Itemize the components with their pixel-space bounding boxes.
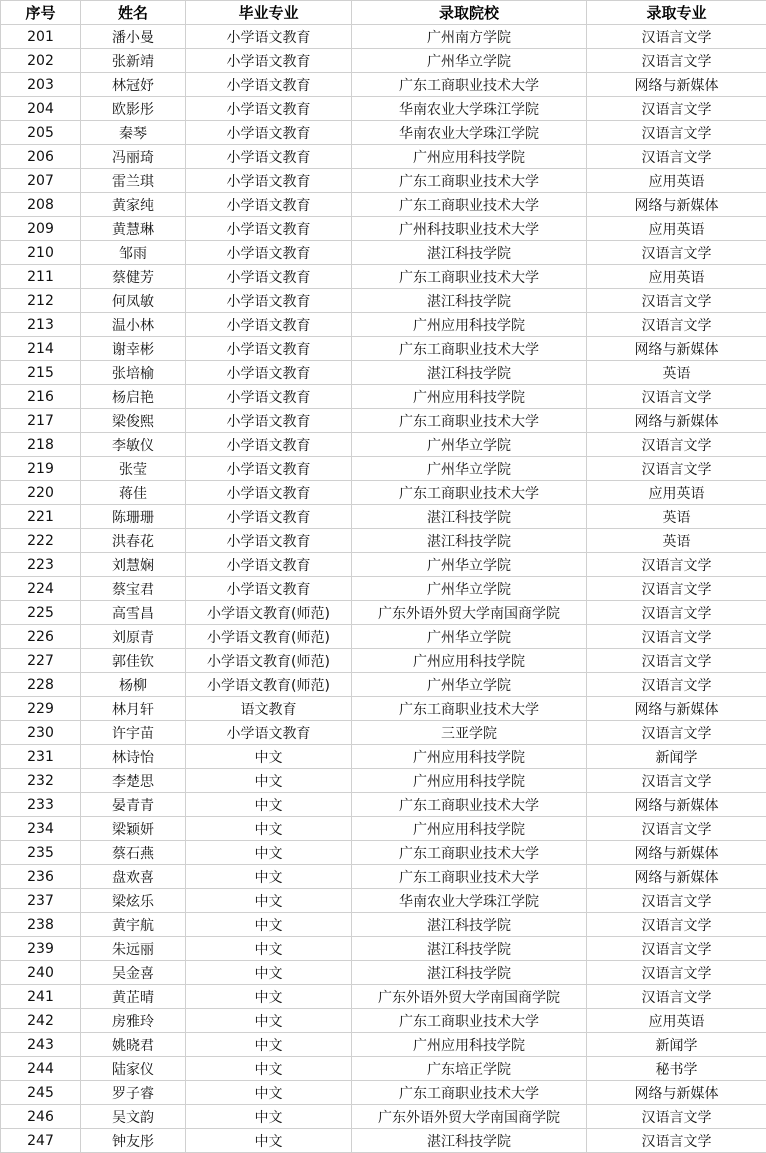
cell-serial-number: 229: [1, 697, 81, 721]
table-row: [1, 745, 766, 769]
cell-serial-number: 206: [1, 145, 81, 169]
cell-admitted-major: 汉语言文学: [587, 385, 766, 409]
cell-name: 李敏仪: [81, 433, 186, 457]
cell-name: 吴金喜: [81, 961, 186, 985]
cell-serial-number: 230: [1, 721, 81, 745]
cell-name: 温小林: [81, 313, 186, 337]
cell-name: 刘慧娴: [81, 553, 186, 577]
cell-admitted-school: 广州应用科技学院: [352, 769, 587, 793]
table-row: [1, 961, 766, 985]
cell-admitted-school: 广州科技职业技术大学: [352, 217, 587, 241]
cell-admitted-school: 广州华立学院: [352, 433, 587, 457]
cell-admitted-school: 广东培正学院: [352, 1057, 587, 1081]
cell-serial-number: 211: [1, 265, 81, 289]
cell-admitted-major: 汉语言文学: [587, 433, 766, 457]
cell-admitted-school: 广东外语外贸大学南国商学院: [352, 985, 587, 1009]
table-row: [1, 49, 766, 73]
table-row: [1, 241, 766, 265]
cell-serial-number: 224: [1, 577, 81, 601]
cell-graduation-major: 中文: [186, 937, 352, 961]
cell-graduation-major: 小学语文教育: [186, 481, 352, 505]
cell-admitted-major: 汉语言文学: [587, 889, 766, 913]
cell-serial-number: 237: [1, 889, 81, 913]
cell-admitted-school: 广东工商职业技术大学: [352, 409, 587, 433]
cell-admitted-major: 网络与新媒体: [587, 841, 766, 865]
cell-admitted-major: 英语: [587, 529, 766, 553]
cell-graduation-major: 小学语文教育: [186, 721, 352, 745]
cell-name: 高雪昌: [81, 601, 186, 625]
cell-name: 杨柳: [81, 673, 186, 697]
cell-name: 吴文韵: [81, 1105, 186, 1129]
cell-admitted-school: 湛江科技学院: [352, 1129, 587, 1153]
cell-name: 罗子睿: [81, 1081, 186, 1105]
cell-admitted-school: 广东工商职业技术大学: [352, 337, 587, 361]
cell-admitted-major: 网络与新媒体: [587, 865, 766, 889]
cell-admitted-school: 广东工商职业技术大学: [352, 265, 587, 289]
cell-admitted-major: 汉语言文学: [587, 913, 766, 937]
cell-admitted-school: 广州应用科技学院: [352, 1033, 587, 1057]
cell-graduation-major: 小学语文教育: [186, 49, 352, 73]
cell-admitted-school: 华南农业大学珠江学院: [352, 121, 587, 145]
cell-serial-number: 204: [1, 97, 81, 121]
cell-serial-number: 209: [1, 217, 81, 241]
cell-name: 何凤敏: [81, 289, 186, 313]
cell-admitted-school: 湛江科技学院: [352, 913, 587, 937]
cell-serial-number: 246: [1, 1105, 81, 1129]
cell-admitted-school: 三亚学院: [352, 721, 587, 745]
cell-admitted-major: 应用英语: [587, 217, 766, 241]
cell-name: 蔡健芳: [81, 265, 186, 289]
cell-serial-number: 207: [1, 169, 81, 193]
cell-graduation-major: 小学语文教育: [186, 409, 352, 433]
cell-graduation-major: 语文教育: [186, 697, 352, 721]
cell-graduation-major: 小学语文教育: [186, 433, 352, 457]
cell-admitted-school: 广东工商职业技术大学: [352, 865, 587, 889]
cell-graduation-major: 小学语文教育: [186, 457, 352, 481]
table-row: [1, 217, 766, 241]
cell-name: 林冠妤: [81, 73, 186, 97]
table-row: [1, 313, 766, 337]
cell-admitted-major: 汉语言文学: [587, 25, 766, 49]
table-row: [1, 529, 766, 553]
cell-serial-number: 201: [1, 25, 81, 49]
table-row: [1, 337, 766, 361]
cell-name: 房雅玲: [81, 1009, 186, 1033]
cell-graduation-major: 小学语文教育: [186, 529, 352, 553]
cell-admitted-major: 汉语言文学: [587, 961, 766, 985]
cell-admitted-school: 华南农业大学珠江学院: [352, 889, 587, 913]
cell-admitted-school: 湛江科技学院: [352, 529, 587, 553]
cell-admitted-major: 应用英语: [587, 265, 766, 289]
cell-graduation-major: 小学语文教育: [186, 145, 352, 169]
cell-serial-number: 233: [1, 793, 81, 817]
cell-name: 盘欢喜: [81, 865, 186, 889]
cell-admitted-major: 汉语言文学: [587, 937, 766, 961]
cell-name: 钟友彤: [81, 1129, 186, 1153]
cell-serial-number: 236: [1, 865, 81, 889]
cell-admitted-school: 湛江科技学院: [352, 361, 587, 385]
cell-graduation-major: 中文: [186, 1105, 352, 1129]
cell-name: 林月轩: [81, 697, 186, 721]
cell-admitted-major: 新闻学: [587, 745, 766, 769]
table-row: [1, 937, 766, 961]
cell-admitted-major: 应用英语: [587, 169, 766, 193]
table-row: [1, 385, 766, 409]
table-row: [1, 769, 766, 793]
cell-graduation-major: 小学语文教育: [186, 217, 352, 241]
table-row: [1, 601, 766, 625]
cell-graduation-major: 中文: [186, 841, 352, 865]
cell-graduation-major: 中文: [186, 745, 352, 769]
cell-admitted-major: 汉语言文学: [587, 817, 766, 841]
cell-admitted-major: 网络与新媒体: [587, 337, 766, 361]
cell-admitted-major: 汉语言文学: [587, 1105, 766, 1129]
table-row: [1, 985, 766, 1009]
cell-admitted-school: 广州华立学院: [352, 553, 587, 577]
cell-name: 梁炫乐: [81, 889, 186, 913]
cell-admitted-school: 湛江科技学院: [352, 961, 587, 985]
header-admitted-school: 录取院校: [352, 1, 587, 25]
table-row: [1, 457, 766, 481]
table-row: [1, 889, 766, 913]
table-row: [1, 505, 766, 529]
cell-admitted-major: 网络与新媒体: [587, 793, 766, 817]
header-row: [1, 1, 766, 25]
cell-graduation-major: 小学语文教育(师范): [186, 673, 352, 697]
cell-name: 李楚思: [81, 769, 186, 793]
cell-name: 蔡宝君: [81, 577, 186, 601]
cell-serial-number: 232: [1, 769, 81, 793]
table-row: [1, 1057, 766, 1081]
table-row: [1, 1105, 766, 1129]
cell-graduation-major: 中文: [186, 1057, 352, 1081]
cell-graduation-major: 中文: [186, 817, 352, 841]
cell-serial-number: 228: [1, 673, 81, 697]
table-row: [1, 649, 766, 673]
cell-admitted-school: 广东工商职业技术大学: [352, 1009, 587, 1033]
cell-graduation-major: 小学语文教育: [186, 169, 352, 193]
cell-name: 洪春花: [81, 529, 186, 553]
cell-name: 雷兰琪: [81, 169, 186, 193]
cell-serial-number: 243: [1, 1033, 81, 1057]
cell-admitted-school: 广州华立学院: [352, 457, 587, 481]
cell-serial-number: 205: [1, 121, 81, 145]
cell-admitted-school: 广州华立学院: [352, 625, 587, 649]
cell-admitted-school: 广东工商职业技术大学: [352, 841, 587, 865]
cell-admitted-school: 华南农业大学珠江学院: [352, 97, 587, 121]
header-admitted-major: 录取专业: [587, 1, 766, 25]
cell-admitted-major: 应用英语: [587, 481, 766, 505]
cell-admitted-school: 广东工商职业技术大学: [352, 73, 587, 97]
cell-admitted-school: 广东外语外贸大学南国商学院: [352, 601, 587, 625]
cell-serial-number: 220: [1, 481, 81, 505]
cell-admitted-school: 广州应用科技学院: [352, 313, 587, 337]
cell-serial-number: 238: [1, 913, 81, 937]
table-row: [1, 97, 766, 121]
cell-name: 刘原青: [81, 625, 186, 649]
cell-graduation-major: 小学语文教育: [186, 73, 352, 97]
table-row: [1, 1081, 766, 1105]
header-name: 姓名: [81, 1, 186, 25]
cell-serial-number: 215: [1, 361, 81, 385]
table-row: [1, 289, 766, 313]
cell-admitted-school: 广州应用科技学院: [352, 385, 587, 409]
cell-admitted-major: 网络与新媒体: [587, 1081, 766, 1105]
table-row: [1, 817, 766, 841]
cell-graduation-major: 小学语文教育: [186, 25, 352, 49]
cell-graduation-major: 中文: [186, 1129, 352, 1153]
cell-name: 杨启艳: [81, 385, 186, 409]
cell-serial-number: 222: [1, 529, 81, 553]
cell-admitted-major: 英语: [587, 505, 766, 529]
cell-admitted-major: 汉语言文学: [587, 625, 766, 649]
cell-name: 张新靖: [81, 49, 186, 73]
cell-name: 梁颖妍: [81, 817, 186, 841]
cell-graduation-major: 小学语文教育: [186, 289, 352, 313]
table-row: [1, 73, 766, 97]
cell-admitted-major: 汉语言文学: [587, 145, 766, 169]
table-row: [1, 721, 766, 745]
cell-serial-number: 203: [1, 73, 81, 97]
table-row: [1, 913, 766, 937]
table-row: [1, 265, 766, 289]
table-header: [1, 1, 766, 25]
cell-admitted-school: 广州华立学院: [352, 49, 587, 73]
cell-graduation-major: 中文: [186, 769, 352, 793]
table-row: [1, 1129, 766, 1153]
cell-graduation-major: 中文: [186, 1081, 352, 1105]
table-row: [1, 865, 766, 889]
cell-name: 张莹: [81, 457, 186, 481]
cell-graduation-major: 小学语文教育: [186, 337, 352, 361]
cell-admitted-school: 广东工商职业技术大学: [352, 793, 587, 817]
cell-admitted-major: 网络与新媒体: [587, 409, 766, 433]
cell-name: 晏青青: [81, 793, 186, 817]
cell-graduation-major: 中文: [186, 889, 352, 913]
cell-admitted-major: 汉语言文学: [587, 553, 766, 577]
cell-admitted-major: 汉语言文学: [587, 241, 766, 265]
cell-admitted-major: 应用英语: [587, 1009, 766, 1033]
cell-graduation-major: 中文: [186, 793, 352, 817]
cell-admitted-major: 汉语言文学: [587, 457, 766, 481]
cell-admitted-major: 网络与新媒体: [587, 193, 766, 217]
cell-graduation-major: 小学语文教育: [186, 265, 352, 289]
cell-admitted-major: 汉语言文学: [587, 1129, 766, 1153]
cell-name: 黄家纯: [81, 193, 186, 217]
cell-admitted-major: 汉语言文学: [587, 673, 766, 697]
cell-serial-number: 202: [1, 49, 81, 73]
cell-admitted-school: 广东工商职业技术大学: [352, 481, 587, 505]
cell-graduation-major: 小学语文教育: [186, 241, 352, 265]
cell-admitted-school: 湛江科技学院: [352, 937, 587, 961]
cell-admitted-school: 广东工商职业技术大学: [352, 193, 587, 217]
table-row: [1, 193, 766, 217]
cell-name: 冯丽琦: [81, 145, 186, 169]
cell-graduation-major: 小学语文教育: [186, 361, 352, 385]
cell-name: 蒋佳: [81, 481, 186, 505]
cell-name: 秦琴: [81, 121, 186, 145]
cell-admitted-school: 湛江科技学院: [352, 505, 587, 529]
cell-serial-number: 234: [1, 817, 81, 841]
cell-graduation-major: 中文: [186, 961, 352, 985]
table-row: [1, 553, 766, 577]
cell-name: 黄慧琳: [81, 217, 186, 241]
cell-name: 蔡石燕: [81, 841, 186, 865]
table-row: [1, 625, 766, 649]
cell-graduation-major: 小学语文教育: [186, 577, 352, 601]
cell-name: 黄宇航: [81, 913, 186, 937]
cell-name: 梁俊熙: [81, 409, 186, 433]
cell-name: 欧影彤: [81, 97, 186, 121]
table-row: [1, 361, 766, 385]
cell-graduation-major: 小学语文教育: [186, 121, 352, 145]
header-serial-number: 序号: [1, 1, 81, 25]
table-row: [1, 1033, 766, 1057]
cell-admitted-major: 汉语言文学: [587, 289, 766, 313]
cell-admitted-major: 英语: [587, 361, 766, 385]
cell-serial-number: 208: [1, 193, 81, 217]
cell-serial-number: 223: [1, 553, 81, 577]
cell-admitted-school: 广东工商职业技术大学: [352, 169, 587, 193]
cell-name: 朱远丽: [81, 937, 186, 961]
cell-admitted-major: 秘书学: [587, 1057, 766, 1081]
cell-serial-number: 218: [1, 433, 81, 457]
cell-serial-number: 245: [1, 1081, 81, 1105]
cell-graduation-major: 中文: [186, 1009, 352, 1033]
cell-admitted-school: 广东外语外贸大学南国商学院: [352, 1105, 587, 1129]
cell-admitted-school: 广州应用科技学院: [352, 649, 587, 673]
cell-name: 谢幸彬: [81, 337, 186, 361]
cell-serial-number: 214: [1, 337, 81, 361]
cell-serial-number: 227: [1, 649, 81, 673]
cell-graduation-major: 小学语文教育(师范): [186, 625, 352, 649]
cell-graduation-major: 中文: [186, 913, 352, 937]
cell-admitted-major: 新闻学: [587, 1033, 766, 1057]
cell-graduation-major: 小学语文教育(师范): [186, 649, 352, 673]
cell-admitted-major: 汉语言文学: [587, 649, 766, 673]
table-row: [1, 841, 766, 865]
table-row: [1, 673, 766, 697]
cell-admitted-major: 网络与新媒体: [587, 73, 766, 97]
cell-serial-number: 244: [1, 1057, 81, 1081]
cell-serial-number: 225: [1, 601, 81, 625]
cell-graduation-major: 中文: [186, 1033, 352, 1057]
cell-name: 姚晓君: [81, 1033, 186, 1057]
cell-graduation-major: 中文: [186, 865, 352, 889]
table-row: [1, 169, 766, 193]
cell-name: 许宇苗: [81, 721, 186, 745]
cell-serial-number: 242: [1, 1009, 81, 1033]
cell-admitted-school: 广州南方学院: [352, 25, 587, 49]
cell-name: 潘小曼: [81, 25, 186, 49]
cell-admitted-school: 广东工商职业技术大学: [352, 1081, 587, 1105]
cell-serial-number: 213: [1, 313, 81, 337]
cell-serial-number: 235: [1, 841, 81, 865]
cell-admitted-major: 汉语言文学: [587, 769, 766, 793]
cell-serial-number: 212: [1, 289, 81, 313]
cell-admitted-school: 广州华立学院: [352, 673, 587, 697]
cell-graduation-major: 小学语文教育: [186, 505, 352, 529]
table-row: [1, 145, 766, 169]
cell-admitted-school: 广州应用科技学院: [352, 145, 587, 169]
cell-admitted-major: 汉语言文学: [587, 121, 766, 145]
cell-name: 黄芷晴: [81, 985, 186, 1009]
cell-serial-number: 226: [1, 625, 81, 649]
cell-admitted-major: 汉语言文学: [587, 97, 766, 121]
cell-admitted-major: 汉语言文学: [587, 721, 766, 745]
table-row: [1, 793, 766, 817]
table-row: [1, 1009, 766, 1033]
table-row: [1, 121, 766, 145]
cell-admitted-school: 广州应用科技学院: [352, 817, 587, 841]
cell-name: 陆家仪: [81, 1057, 186, 1081]
cell-serial-number: 219: [1, 457, 81, 481]
cell-graduation-major: 小学语文教育: [186, 553, 352, 577]
cell-serial-number: 221: [1, 505, 81, 529]
cell-admitted-major: 汉语言文学: [587, 49, 766, 73]
cell-admitted-school: 广东工商职业技术大学: [352, 697, 587, 721]
cell-name: 林诗怡: [81, 745, 186, 769]
cell-graduation-major: 中文: [186, 985, 352, 1009]
cell-admitted-major: 汉语言文学: [587, 313, 766, 337]
cell-serial-number: 210: [1, 241, 81, 265]
table-row: [1, 25, 766, 49]
cell-admitted-major: 汉语言文学: [587, 985, 766, 1009]
cell-graduation-major: 小学语文教育: [186, 193, 352, 217]
header-graduation-major: 毕业专业: [186, 1, 352, 25]
cell-admitted-school: 湛江科技学院: [352, 241, 587, 265]
cell-admitted-major: 汉语言文学: [587, 577, 766, 601]
cell-admitted-school: 湛江科技学院: [352, 289, 587, 313]
cell-serial-number: 217: [1, 409, 81, 433]
table-row: [1, 697, 766, 721]
cell-name: 陈珊珊: [81, 505, 186, 529]
cell-serial-number: 241: [1, 985, 81, 1009]
cell-serial-number: 231: [1, 745, 81, 769]
cell-serial-number: 216: [1, 385, 81, 409]
cell-graduation-major: 小学语文教育(师范): [186, 601, 352, 625]
cell-graduation-major: 小学语文教育: [186, 97, 352, 121]
cell-admitted-major: 网络与新媒体: [587, 697, 766, 721]
table-row: [1, 409, 766, 433]
table-body: [1, 25, 766, 1153]
cell-graduation-major: 小学语文教育: [186, 385, 352, 409]
cell-name: 邹雨: [81, 241, 186, 265]
table-row: [1, 433, 766, 457]
cell-admitted-school: 广州华立学院: [352, 577, 587, 601]
cell-serial-number: 239: [1, 937, 81, 961]
cell-admitted-major: 汉语言文学: [587, 601, 766, 625]
cell-admitted-school: 广州应用科技学院: [352, 745, 587, 769]
cell-graduation-major: 小学语文教育: [186, 313, 352, 337]
cell-serial-number: 240: [1, 961, 81, 985]
cell-serial-number: 247: [1, 1129, 81, 1153]
cell-name: 张培榆: [81, 361, 186, 385]
table-row: [1, 577, 766, 601]
table-row: [1, 481, 766, 505]
cell-name: 郭佳钦: [81, 649, 186, 673]
